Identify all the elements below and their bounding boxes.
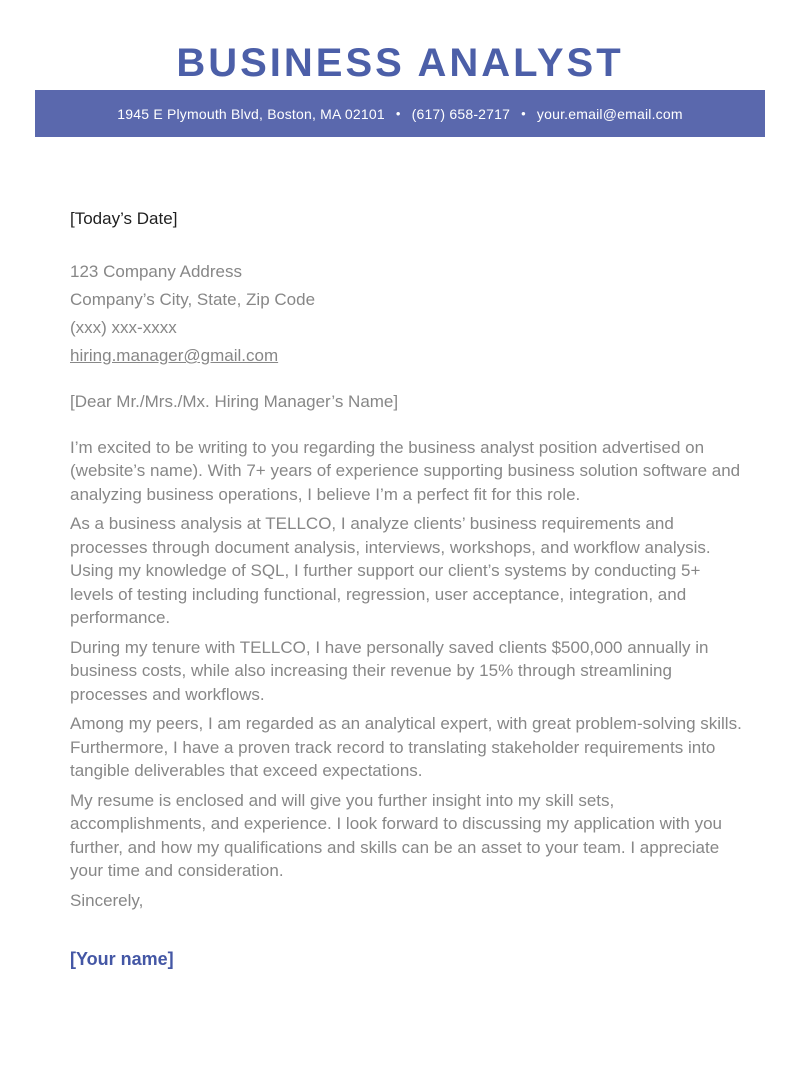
document-title: BUSINESS ANALYST [176, 41, 624, 85]
date-placeholder: [Today’s Date] [70, 209, 178, 228]
body-paragraph-3: During my tenure with TELLCO, I have personally saved clients $500,000 annually in business costs, while also increasing their revenue by 15% through streamlining processes and workflows. [70, 637, 709, 704]
contact-email: your.email@email.com [536, 105, 683, 122]
contact-bar [35, 90, 765, 137]
recipient-address-line1: 123 Company Address [70, 262, 242, 281]
letter-body [70, 207, 742, 972]
body-paragraph-1: I’m excited to be writing to you regarding the business analyst position advertised on (website’s name). With 7+ years of experience supporting business solution software and analyzing business operations, I believe I’m a perfect fit for this role. [70, 437, 741, 504]
bullet-separator-icon: • [521, 106, 526, 121]
recipient-address-line2: Company’s City, State, Zip Code [70, 290, 316, 309]
bullet-separator-icon: • [395, 106, 401, 121]
body-paragraph-2: As a business analysis at TELLCO, I analyze clients’ business requirements and processes through document analysis, interviews, workshops, and workflow analysis. Using my knowledge of SQL, I further support our client’s systems by conducting 5+ levels of testing including functional, regression, user acceptance, integration, and performance. [70, 514, 711, 627]
greeting-line: [Dear Mr./Mrs./Mx. Hiring Manager’s Name] [70, 392, 399, 411]
recipient-phone-placeholder: (xxx) xxx-xxxx [70, 318, 177, 337]
contact-phone: (617) 658-2717 [411, 105, 511, 122]
closing-line: Sincerely, [70, 890, 144, 910]
contact-address: 1945 E Plymouth Blvd, Boston, MA 02101 [117, 105, 385, 122]
recipient-block [70, 258, 742, 370]
signature-placeholder: [Your name] [70, 949, 174, 969]
recipient-email-link[interactable]: hiring.manager@gmail.com [70, 346, 279, 365]
body-paragraph-5: My resume is enclosed and will give you further insight into my skill sets, accomplishments, and experience. I look forward to discussing my application with you further, and how my qualifications and skills can be an asset to your team. I appreciate your time and consideration. [70, 790, 722, 880]
cover-letter-page [0, 43, 800, 972]
body-paragraph-4: Among my peers, I am regarded as an analytical expert, with great problem-solving skills. Furthermore, I have a proven track record to translating stakeholder requirements into tangible deliverables that exceed expectations. [70, 714, 742, 780]
